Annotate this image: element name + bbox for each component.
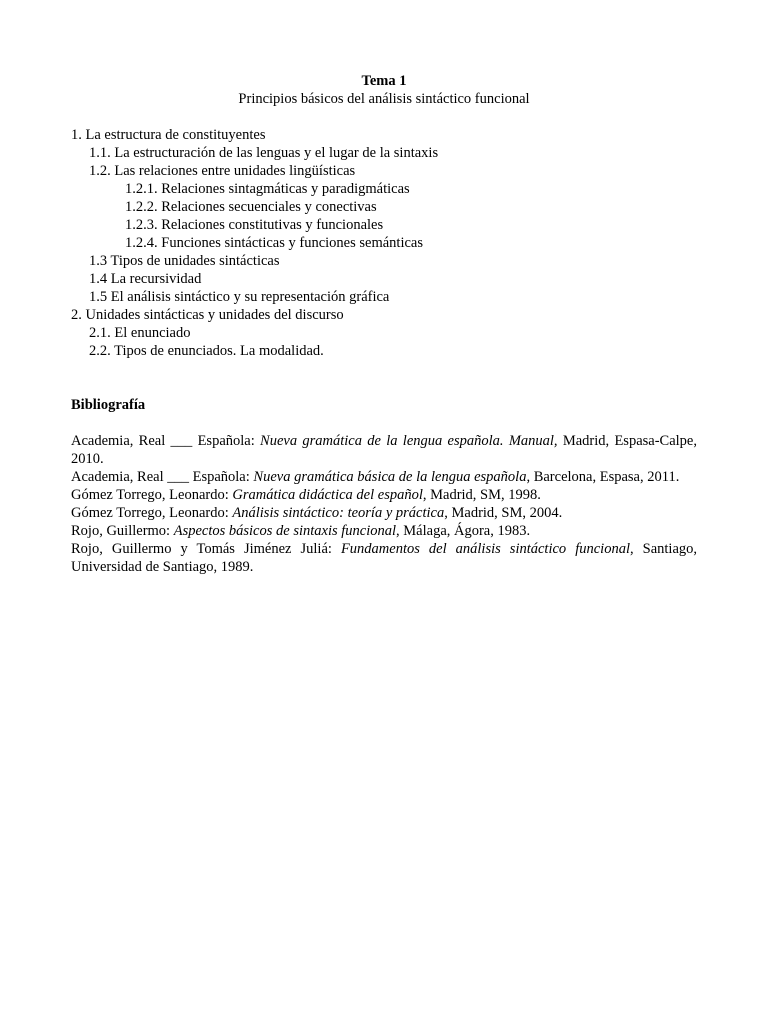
bib-author: Rojo, Guillermo: — [71, 523, 174, 539]
bib-work-title: Fundamentos del análisis sintáctico funcional — [340, 541, 630, 557]
document-title: Tema 1 — [361, 73, 407, 89]
bibliography-entry — [71, 504, 697, 522]
bib-work-title: Nueva gramática básica de la lengua española — [253, 469, 527, 485]
toc-item: 1.5 El análisis sintáctico y su representación gráfica — [89, 289, 390, 305]
toc-item: 1. La estructura de constituyentes — [71, 127, 266, 143]
bib-author: Gómez Torrego, Leonardo: — [71, 487, 233, 503]
toc-item: 2.2. Tipos de enunciados. La modalidad. — [89, 343, 324, 359]
bibliography-entry — [71, 522, 697, 540]
document-subtitle: Principios básicos del análisis sintáctico funcional — [238, 91, 530, 107]
bib-publication: , Madrid, SM, 2004. — [444, 505, 563, 521]
toc-item: 1.2.1. Relaciones sintagmáticas y paradigmáticas — [125, 181, 410, 197]
bib-work-title: Gramática didáctica del español — [232, 487, 423, 503]
toc-item: 1.3 Tipos de unidades sintácticas — [89, 253, 280, 269]
toc-item: 1.2.3. Relaciones constitutivas y funcionales — [125, 217, 384, 233]
bib-publication: , Santiago, Universidad de Santiago, 1989. — [71, 541, 698, 575]
toc-item: 1.2. Las relaciones entre unidades lingüísticas — [89, 163, 356, 179]
toc-item: 1.2.2. Relaciones secuenciales y conectivas — [125, 199, 377, 215]
bibliography-entry — [71, 540, 697, 576]
bibliography-list — [71, 432, 697, 576]
bib-work-title: Análisis sintáctico: teoría y práctica — [232, 505, 445, 521]
table-of-contents — [71, 126, 697, 360]
document-page — [71, 72, 697, 576]
bib-publication: , Barcelona, Espasa, 2011. — [526, 469, 680, 485]
toc-item: 2. Unidades sintácticas y unidades del discurso — [71, 307, 344, 323]
bib-author: Rojo, Guillermo y Tomás Jiménez Juliá: — [71, 541, 341, 557]
toc-item: 1.2.4. Funciones sintácticas y funciones semánticas — [125, 235, 423, 251]
bibliography-heading: Bibliografía — [71, 397, 146, 413]
bib-author: Academia, Real ___ Española: — [71, 433, 261, 449]
bibliography-entry — [71, 486, 697, 504]
bib-author: Academia, Real ___ Española: — [71, 469, 254, 485]
bibliography-entry — [71, 468, 697, 486]
bib-publication: , Málaga, Ágora, 1983. — [396, 523, 531, 539]
bib-publication: Madrid, Espasa-Calpe, 2010. — [71, 433, 697, 467]
toc-item: 1.1. La estructuración de las lenguas y el lugar de la sintaxis — [89, 145, 439, 161]
bib-publication: , Madrid, SM, 1998. — [422, 487, 541, 503]
bib-work-title: Nueva gramática de la lengua española. Manual, — [260, 433, 558, 449]
bib-work-title: Aspectos básicos de sintaxis funcional — [173, 523, 397, 539]
bibliography-entry — [71, 432, 697, 468]
toc-item: 1.4 La recursividad — [89, 271, 202, 287]
bib-author: Gómez Torrego, Leonardo: — [71, 505, 233, 521]
toc-item: 2.1. El enunciado — [89, 325, 191, 341]
